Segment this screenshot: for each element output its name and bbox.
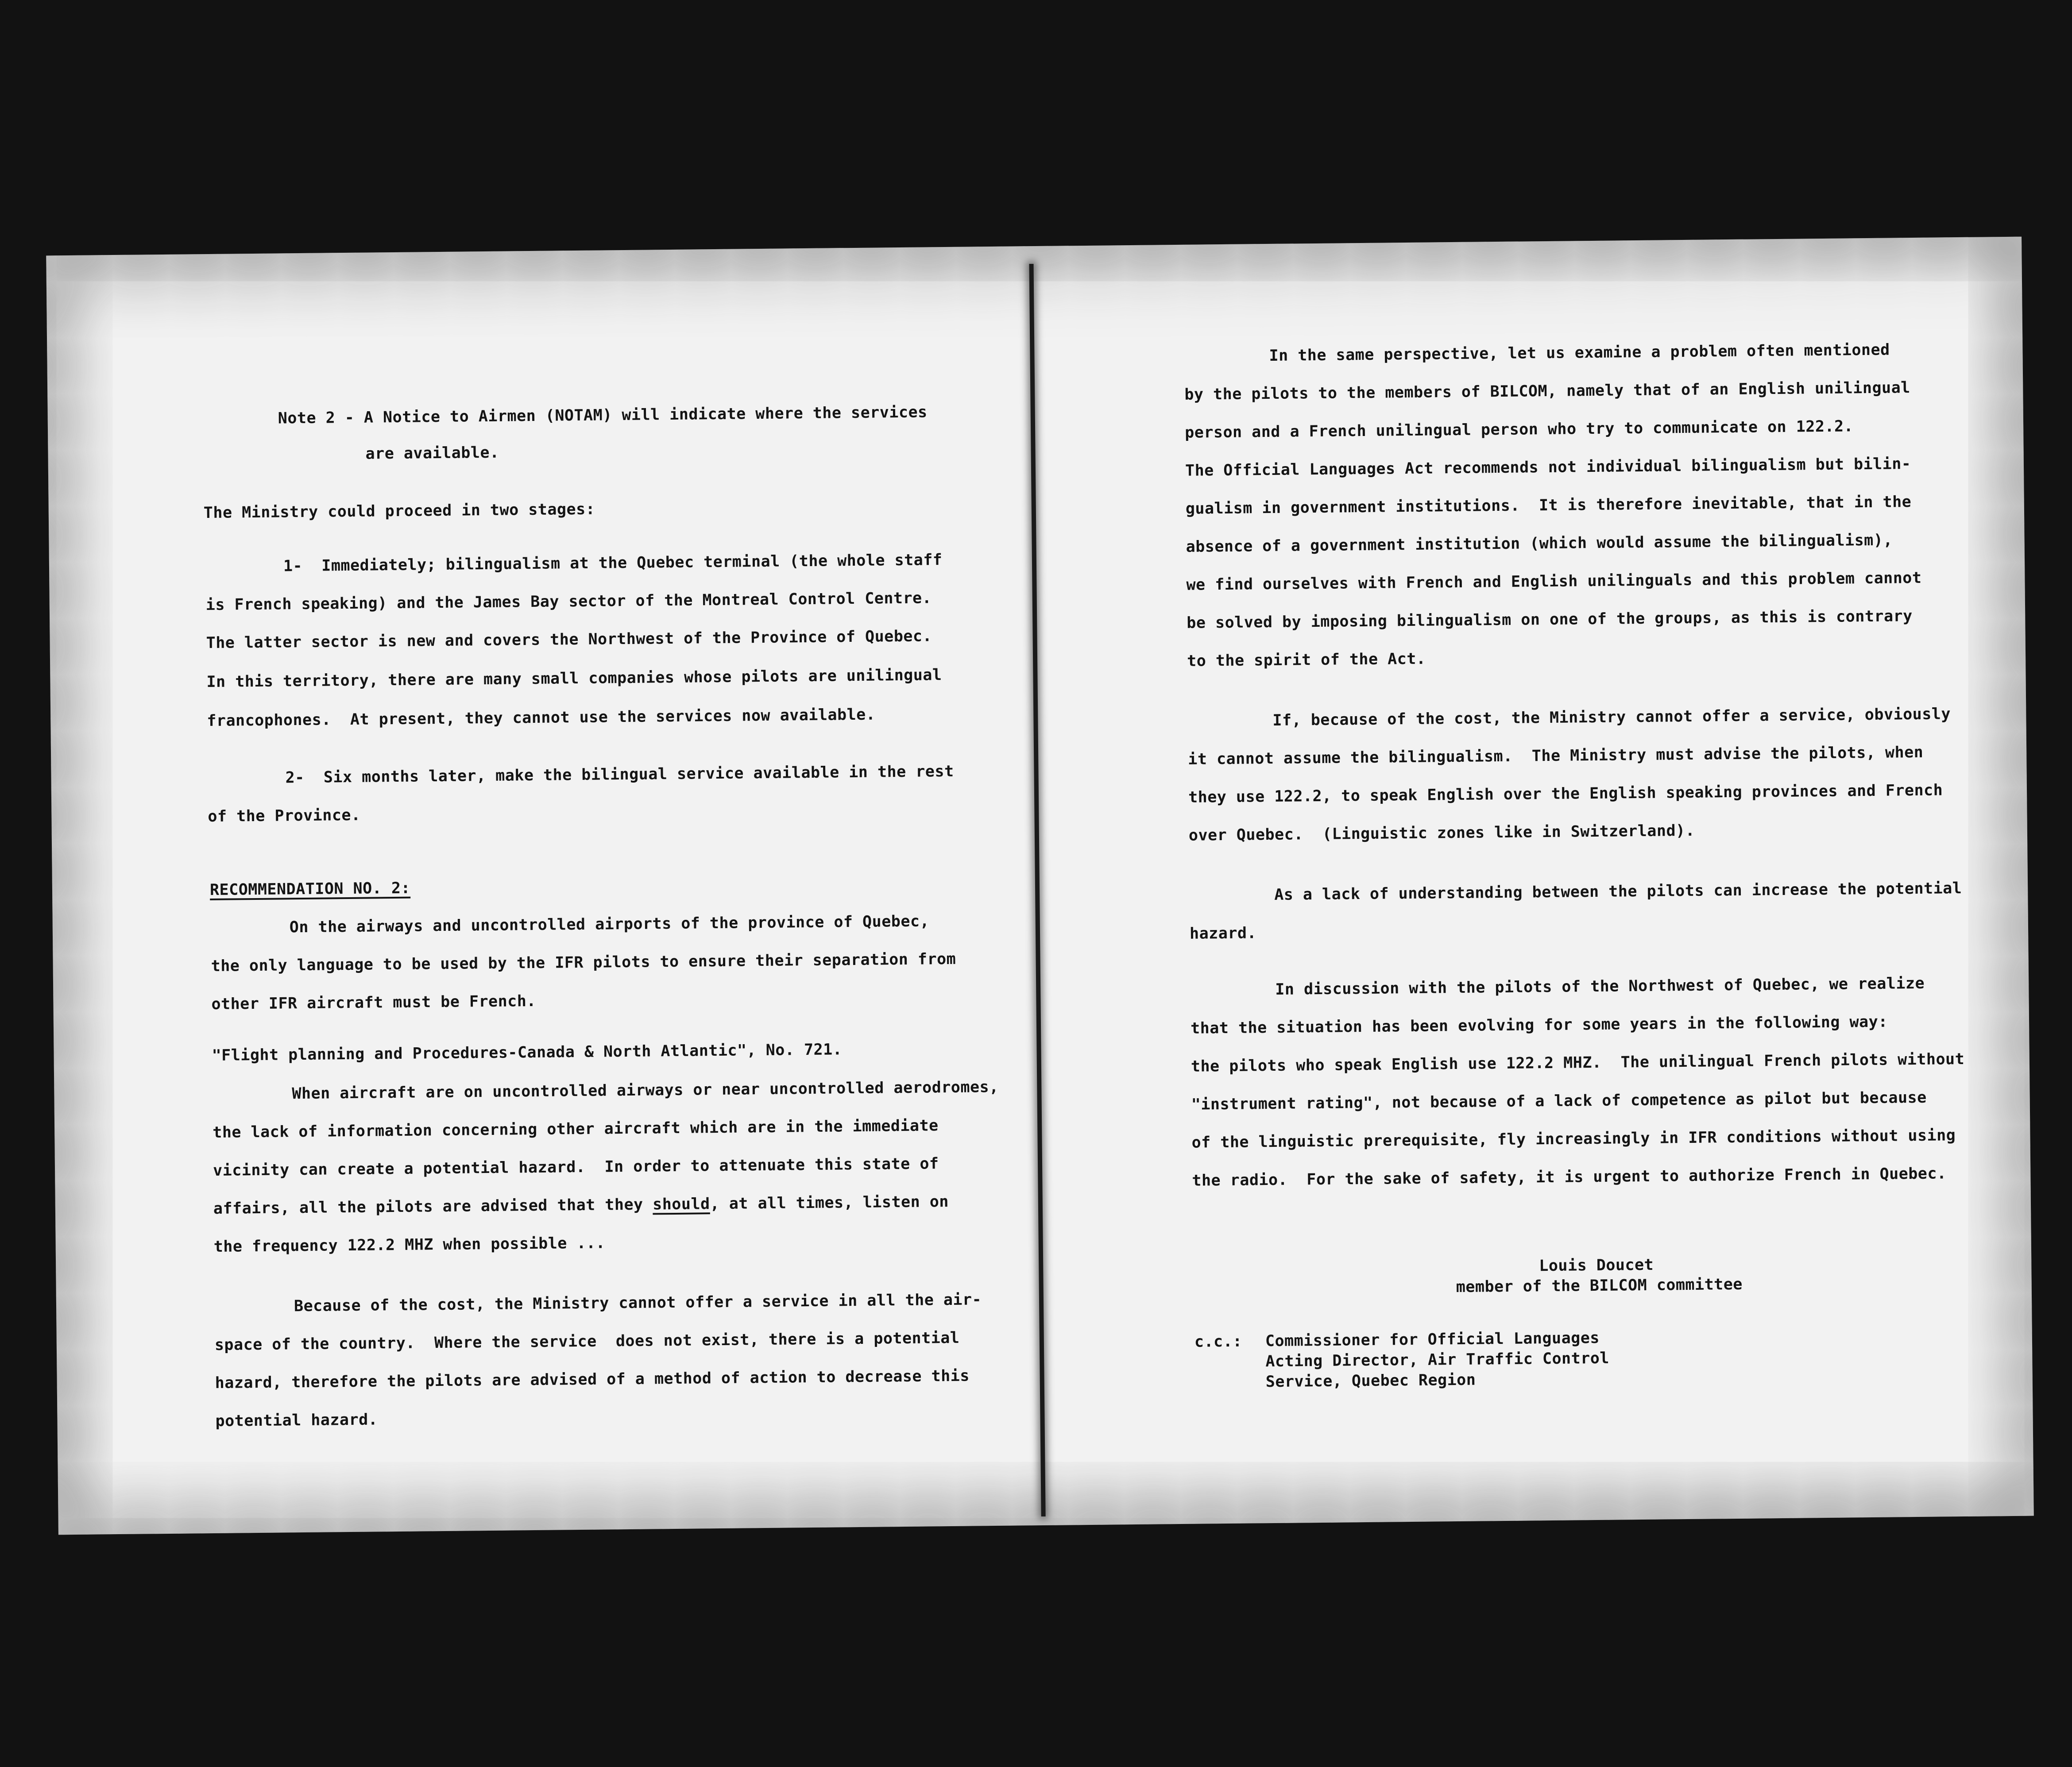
cc-line-1: Commissioner for Official Languages	[1265, 1329, 1600, 1350]
para2-line-1: If, because of the cost, the Ministry cannot offer a service, obviously	[1272, 705, 1951, 729]
stages-intro: The Ministry could proceed in two stages:	[203, 500, 595, 522]
quote-line-2: the lack of information concerning other aircraft which are in the immediate	[213, 1117, 939, 1142]
para4-line-3: the pilots who speak English use 122.2 MHZ. The unilingual French pilots without	[1191, 1050, 1965, 1076]
quote-line-5: the frequency 122.2 MHZ when possible ...	[213, 1234, 606, 1256]
recommendation-line-1: On the airways and uncontrolled airports of the province of Quebec,	[289, 912, 930, 937]
para2-line-3: they use 122.2, to speak English over the English speaking provinces and French	[1188, 781, 1943, 806]
para1-line-7: we find ourselves with French and English unilinguals and this problem cannot	[1186, 569, 1922, 594]
underlined-should: should	[652, 1195, 710, 1214]
para1-line-1: In the same perspective, let us examine a problem often mentioned	[1269, 341, 1890, 365]
document-sheet	[46, 237, 2034, 1535]
cost-line-2: space of the country. Where the service does not exist, there is a potential	[214, 1329, 960, 1354]
recommendation-line-3: other IFR aircraft must be French.	[211, 992, 537, 1013]
recommendation-heading: RECOMMENDATION NO. 2:	[209, 879, 411, 899]
right-page	[1033, 237, 2034, 1525]
citation: "Flight planning and Procedures-Canada & North Atlantic", No. 721.	[212, 1041, 843, 1065]
para2-line-2: it cannot assume the bilingualism. The Ministry must advise the pilots, when	[1188, 743, 1924, 768]
para4-line-1: In discussion with the pilots of the Northwest of Quebec, we realize	[1275, 974, 1925, 999]
signature-title: member of the BILCOM committee	[1456, 1275, 1743, 1296]
left-page	[46, 246, 1041, 1535]
stage1-line-5: francophones. At present, they cannot use the services now available.	[207, 706, 876, 730]
stage1-line-3: The latter sector is new and covers the Northwest of the Province of Quebec.	[206, 627, 932, 652]
para1-line-5: gualism in government institutions. It is therefore inevitable, that in the	[1185, 493, 1912, 518]
quote-line-4-after: , at all times, listen on	[710, 1193, 949, 1213]
para4-line-6: the radio. For the sake of safety, it is urgent to authorize French in Quebec.	[1192, 1165, 1947, 1190]
quote-line-1: When aircraft are on uncontrolled airways or near uncontrolled aerodromes,	[292, 1078, 999, 1103]
para4-line-4: "instrument rating", not because of a lack of competence as pilot but because	[1191, 1088, 1927, 1114]
stage1-line-1: 1- Immediately; bilingualism at the Quebec terminal (the whole staff	[283, 551, 943, 575]
cost-line-1: Because of the cost, the Ministry cannot offer a service in all the air-	[294, 1291, 982, 1316]
para1-line-4: The Official Languages Act recommends not individual bilingualism but bilin-	[1185, 455, 1911, 480]
note2-line-1: Note 2 - A Notice to Airmen (NOTAM) will indicate where the services	[278, 403, 928, 428]
para1-line-6: absence of a government institution (which would assume the bilingualism),	[1186, 531, 1893, 556]
para1-line-9: to the spirit of the Act.	[1187, 650, 1426, 670]
quote-line-4	[213, 1194, 949, 1217]
stage2-line-2: of the Province.	[208, 806, 361, 826]
para1-line-8: be solved by imposing bilingualism on one of the groups, as this is contrary	[1187, 607, 1913, 632]
quote-line-3: vicinity can create a potential hazard. In order to attenuate this state of	[213, 1155, 939, 1180]
stage1-line-4: In this territory, there are many small companies whose pilots are unilingual	[206, 666, 942, 691]
para4-line-2: that the situation has been evolving for some years in the following way:	[1190, 1013, 1888, 1038]
cc-label: c.c.:	[1194, 1332, 1242, 1351]
note2-line-2: are available.	[365, 444, 499, 463]
signature-name: Louis Doucet	[1539, 1256, 1654, 1275]
para2-line-4: over Quebec. (Linguistic zones like in Switzerland).	[1188, 822, 1695, 845]
recommendation-line-2: the only language to be used by the IFR pilots to ensure their separation from	[211, 950, 956, 975]
para3-line-1: As a lack of understanding between the pilots can increase the potential	[1274, 880, 1962, 904]
stage1-line-2: is French speaking) and the James Bay sector of the Montreal Control Centre.	[205, 589, 932, 614]
para3-line-2: hazard.	[1189, 924, 1257, 943]
cc-line-2: Acting Director, Air Traffic Control	[1265, 1349, 1610, 1371]
para1-line-3: person and a French unilingual person who try to communicate on 122.2.	[1185, 417, 1854, 442]
cost-line-3: hazard, therefore the pilots are advised of a method of action to decrease this	[215, 1367, 970, 1392]
cc-line-3: Service, Quebec Region	[1265, 1371, 1476, 1391]
stage2-line-1: 2- Six months later, make the bilingual service available in the rest	[285, 762, 954, 787]
quote-line-4-before: affairs, all the pilots are advised that they	[213, 1196, 653, 1218]
cost-line-4: potential hazard.	[215, 1411, 378, 1430]
para1-line-2: by the pilots to the members of BILCOM, namely that of an English unilingual	[1184, 379, 1910, 404]
para4-line-5: of the linguistic prerequisite, fly increasingly in IFR conditions without using	[1191, 1127, 1956, 1152]
